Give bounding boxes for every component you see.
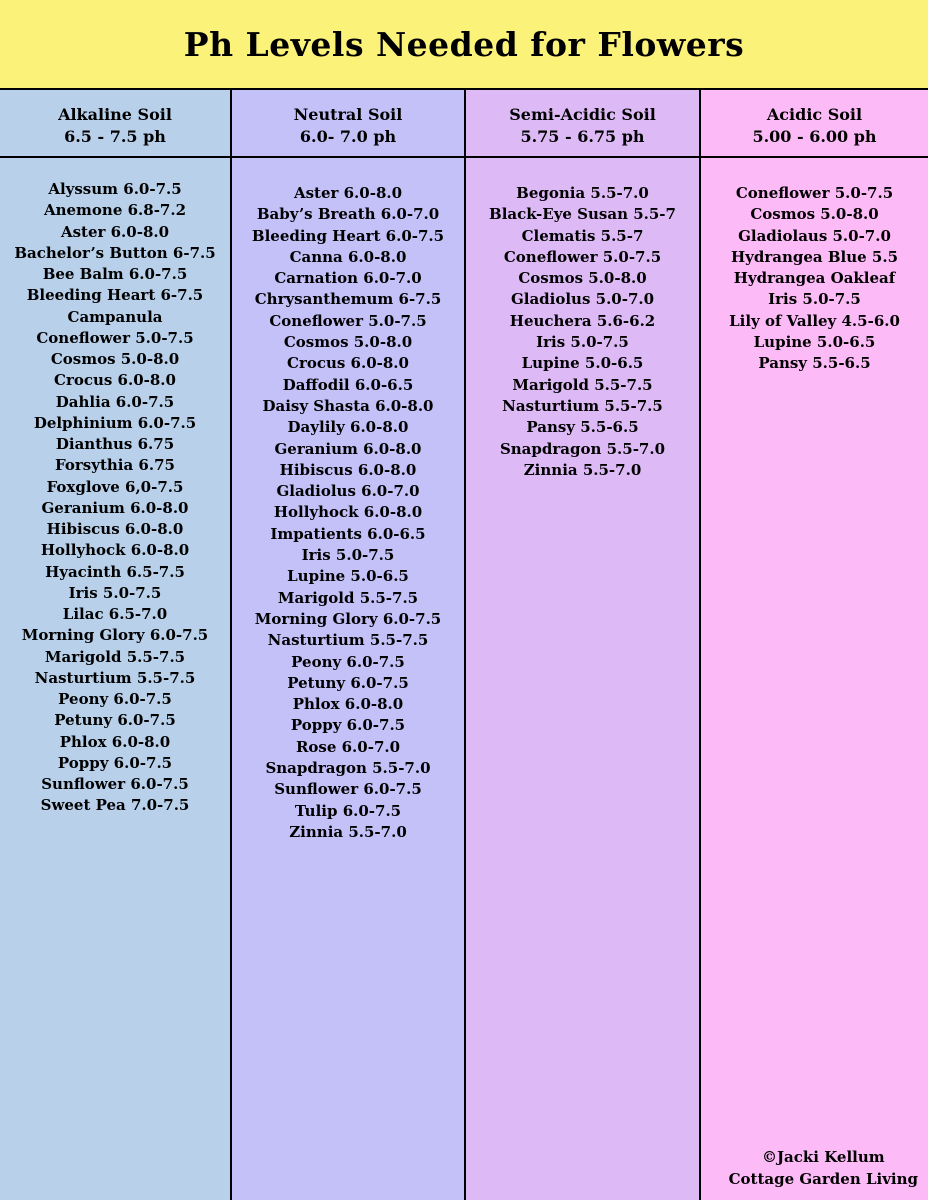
flower-list-item: Snapdragon 5.5-7.0: [499, 439, 666, 458]
flower-list-item: Cosmos 5.0-8.0: [50, 350, 180, 368]
flower-list-item: Hibiscus 6.0-8.0: [279, 460, 417, 479]
column-ph-range: 5.00 - 6.00 ph: [752, 127, 877, 146]
flower-list-item: Aster 6.0-8.0: [293, 184, 403, 202]
flower-list-item: Snapdragon 5.5-7.0: [265, 759, 431, 778]
flower-list-item: Gladiolus 5.0-7.0: [510, 290, 655, 309]
flower-list-item: Lily of Valley 4.5-6.0: [729, 311, 900, 330]
column-header: [232, 90, 464, 158]
column-alkaline-soil: [0, 90, 232, 1200]
flower-list-item: Lilac 6.5-7.0: [62, 605, 168, 623]
flower-list-item: Crocus 6.0-8.0: [54, 371, 176, 390]
flower-list-item: Anemone 6.8-7.2: [43, 201, 187, 220]
flower-list-item: Gladiolaus 5.0-7.0: [738, 226, 891, 245]
flower-list-item: Nasturtium 5.5-7.5: [502, 396, 663, 415]
flower-list-item: Phlox 6.0-8.0: [59, 732, 171, 751]
flower-list-item: Poppy 6.0-7.5: [57, 753, 173, 772]
flower-list-item: Tulip 6.0-7.5: [294, 801, 402, 820]
column-ph-range: 5.75 - 6.75 ph: [520, 127, 645, 146]
flower-list-item: Cosmos 5.0-8.0: [518, 269, 647, 288]
flower-list-item: Lupine 5.0-6.5: [287, 567, 409, 586]
flower-list-item: Rose 6.0-7.0: [295, 737, 401, 756]
flower-list-item: Impatients 6.0-6.5: [270, 524, 426, 543]
flower-list-item: Nasturtium 5.5-7.5: [34, 668, 196, 687]
column-neutral-soil: [232, 90, 466, 1200]
column-header: [701, 90, 928, 158]
flower-list: [466, 158, 699, 481]
flower-list-item: Baby’s Breath 6.0-7.0: [256, 205, 440, 224]
flower-list-item: Poppy 6.0-7.5: [290, 716, 406, 735]
flower-list-item: Geranium 6.0-8.0: [274, 439, 422, 458]
column-ph-range: 6.0- 7.0 ph: [299, 127, 397, 146]
flower-list-item: Geranium 6.0-8.0: [41, 498, 189, 517]
flower-list-item: Bleeding Heart 6-7.5: [26, 286, 204, 305]
flower-list-item: Forsythia 6.75: [55, 456, 175, 475]
flower-list-item: Phlox 6.0-8.0: [292, 695, 404, 714]
flower-list-item: Coneflower 5.0-7.5: [36, 328, 194, 347]
flower-list-item: Begonia 5.5-7.0: [516, 184, 649, 202]
flower-list-item: Iris 5.0-7.5: [536, 333, 629, 352]
flower-list-item: Marigold 5.5-7.5: [277, 588, 419, 607]
flower-list-item: Chrysanthemum 6-7.5: [254, 290, 442, 309]
column-header: [466, 90, 699, 158]
flower-list-item: Bee Balm 6.0-7.5: [42, 265, 188, 283]
flower-list-item: Coneflower 5.0-7.5: [503, 247, 662, 266]
flower-list-item: Iris 5.0-7.5: [301, 546, 395, 565]
flower-list-item: Alyssum 6.0-7.5: [48, 180, 182, 198]
page-title: Ph Levels Needed for Flowers: [183, 24, 745, 64]
flower-list-item: Hyacinth 6.5-7.5: [45, 562, 185, 581]
column-name: Acidic Soil: [766, 105, 863, 124]
flower-list-item: Iris 5.0-7.5: [768, 290, 861, 309]
soil-columns: [0, 90, 928, 1200]
flower-list-item: Campanula: [67, 307, 163, 326]
flower-list-item: Delphinium 6.0-7.5: [33, 413, 197, 432]
flower-list-item: Sweet Pea 7.0-7.5: [40, 796, 190, 815]
credit-site: Cottage Garden Living: [728, 1170, 918, 1188]
flower-list-item: Hollyhock 6.0-8.0: [273, 503, 423, 522]
flower-list-item: Pansy 5.5-6.5: [758, 354, 871, 373]
flower-list-item: Daisy Shasta 6.0-8.0: [262, 396, 434, 415]
flower-list-item: Sunflower 6.0-7.5: [274, 780, 422, 799]
credit-author: ©Jacki Kellum: [761, 1148, 885, 1166]
flower-list-item: Pansy 5.5-6.5: [526, 418, 639, 437]
flower-list: [701, 158, 928, 375]
flower-list-item: Hydrangea Blue 5.5: [730, 247, 899, 266]
flower-list-item: Peony 6.0-7.5: [291, 652, 405, 671]
flower-list-item: Foxglove 6,0-7.5: [46, 477, 184, 496]
flower-list-item: Peony 6.0-7.5: [58, 690, 172, 708]
title-bar: [0, 0, 928, 90]
flower-list-item: Lupine 5.0-6.5: [521, 354, 644, 373]
flower-list-item: Coneflower 5.0-7.5: [269, 311, 427, 330]
flower-list-item: Petuny 6.0-7.5: [287, 673, 409, 692]
flower-list-item: Clematis 5.5-7: [521, 226, 644, 245]
flower-list-item: Hibiscus 6.0-8.0: [46, 520, 184, 538]
flower-list-item: Crocus 6.0-8.0: [287, 354, 409, 373]
flower-list-item: Sunflower 6.0-7.5: [41, 775, 189, 793]
flower-list-item: Lupine 5.0-6.5: [753, 333, 876, 352]
flower-list-item: Hollyhock 6.0-8.0: [40, 541, 190, 560]
flower-list-item: Petuny 6.0-7.5: [54, 711, 176, 730]
flower-list-item: Zinnia 5.5-7.0: [289, 822, 407, 841]
flower-list-item: Hydrangea Oakleaf: [733, 269, 896, 288]
flower-list-item: Morning Glory 6.0-7.5: [21, 626, 209, 645]
flower-list: [0, 158, 230, 817]
copyright-credit: [729, 1146, 918, 1190]
column-acidic-soil: [701, 90, 928, 1200]
flower-list-item: Bachelor’s Button 6-7.5: [14, 243, 216, 262]
flower-list-item: Black-Eye Susan 5.5-7: [489, 205, 676, 224]
column-semi-acidic-soil: [466, 90, 701, 1200]
flower-list-item: Daffodil 6.0-6.5: [282, 375, 414, 394]
flower-list-item: Canna 6.0-8.0: [289, 247, 407, 266]
flower-list-item: Coneflower 5.0-7.5: [735, 184, 894, 202]
flower-list-item: Bleeding Heart 6.0-7.5: [251, 226, 445, 245]
column-ph-range: 6.5 - 7.5 ph: [64, 127, 166, 146]
flower-list-item: Daylily 6.0-8.0: [287, 418, 409, 437]
flower-list-item: Iris 5.0-7.5: [68, 583, 162, 602]
flower-list-item: Dianthus 6.75: [55, 435, 175, 453]
flower-list-item: Cosmos 5.0-8.0: [283, 333, 413, 352]
flower-list-item: Gladiolus 6.0-7.0: [276, 482, 420, 501]
column-name: Semi-Acidic Soil: [509, 105, 656, 124]
column-name: Alkaline Soil: [58, 105, 172, 124]
flower-list-item: Zinnia 5.5-7.0: [523, 460, 642, 479]
flower-list-item: Morning Glory 6.0-7.5: [254, 609, 442, 628]
flower-list-item: Dahlia 6.0-7.5: [55, 392, 175, 411]
flower-list-item: Marigold 5.5-7.5: [512, 375, 653, 394]
column-name: Neutral Soil: [293, 105, 403, 124]
column-header: [0, 90, 230, 158]
flower-list-item: Aster 6.0-8.0: [60, 222, 170, 241]
flower-list-item: Cosmos 5.0-8.0: [750, 205, 879, 224]
flower-list-item: Marigold 5.5-7.5: [44, 647, 186, 666]
flower-list: [232, 158, 464, 843]
flower-list-item: Carnation 6.0-7.0: [274, 269, 422, 288]
flower-list-item: Heuchera 5.6-6.2: [509, 311, 656, 330]
flower-list-item: Nasturtium 5.5-7.5: [267, 631, 429, 650]
